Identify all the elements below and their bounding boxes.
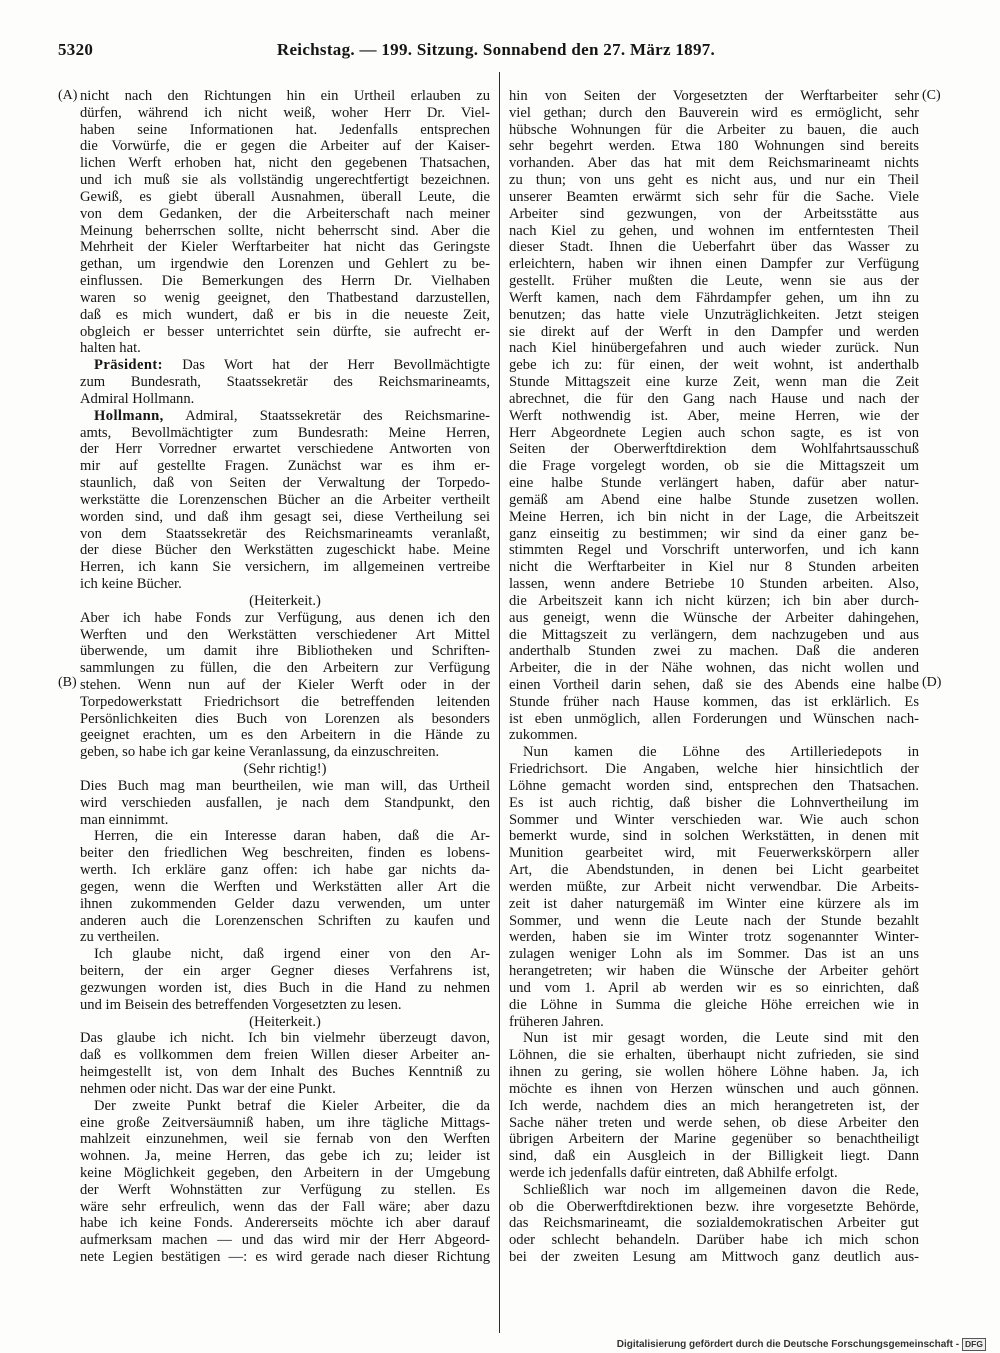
text-line: dieser Stadt. Ihnen die Ueberfahrt über das Wasser zu bbox=[509, 239, 919, 256]
text-line: werkstätte die Lorenzenschen Bücher an die Arbeiter vertheilt bbox=[80, 491, 490, 508]
text-line: Es ist auch richtig, daß bisher die Lohnvertheilung im bbox=[509, 794, 919, 811]
text-line: Art, die Abendstunden, in denen bei Licht gearbeitet bbox=[509, 862, 919, 879]
text-line: die Mittagszeit zu verlängern, dem nachzugeben und aus bbox=[509, 626, 919, 643]
text-line: die Frage vorgelegt worden, ob sie die Mittagszeit um bbox=[509, 458, 919, 475]
text-line: ganz einseitig zu bestimmen; wir sind da einer ganz be- bbox=[509, 525, 919, 542]
text-line: zu vertheilen. bbox=[80, 929, 160, 946]
text-line: bei der zweiten Lesung am Mittwoch ganz deutlich aus- bbox=[509, 1249, 919, 1266]
paragraph bbox=[80, 1030, 490, 1097]
text-line: Stunde Mittagszeit eine kurze Zeit, wenn man die Zeit bbox=[509, 374, 919, 391]
text-line: aus geneigt, wenn die Wünsche der Arbeiter dahingehen, bbox=[509, 609, 919, 626]
text-line: staunlich, daß von Seiten der Verwaltung der Torpedo- bbox=[80, 475, 490, 492]
text-line: die Arbeitszeit kann ich nicht kürzen; ich bin aber durch- bbox=[509, 592, 919, 609]
text-line: ob die Oberwerftdirektionen bezw. ihre vorgesetzte Behörde, bbox=[509, 1198, 919, 1215]
text-line: nach Kiel zu gehen, und wohnen im entferntesten Theil bbox=[509, 222, 919, 239]
text-line: lassen, wenn andere Betriebe 10 Stunden arbeiten. Also, bbox=[509, 576, 919, 593]
text-line: halten hat. bbox=[80, 340, 141, 357]
text-line: übrigen Arbeitern der Marine gegenüber so benachtheiligt bbox=[509, 1131, 919, 1148]
column-divider bbox=[499, 72, 500, 1333]
text-line: der Herr Vorredner erwartet verschiedene Antworten von bbox=[80, 441, 490, 458]
page-number: 5320 bbox=[58, 40, 94, 59]
text-line: zukommen. bbox=[509, 727, 578, 744]
text-line: früheren Jahren. bbox=[509, 1013, 604, 1030]
text-line: Ich glaube nicht, daß irgend einer von den Ar- bbox=[94, 946, 490, 963]
text-line: sie direkt auf der Werft in den Dampfer und werden bbox=[509, 323, 919, 340]
text-line: Meine Herren, ich bin nicht in der Lage, die Arbeitszeit bbox=[509, 508, 919, 525]
dfg-logo: DFG bbox=[962, 1338, 986, 1351]
text-line: gemäß am Abend eine halbe Stunde zusetzen wollen. bbox=[509, 491, 919, 508]
text-line: beiter den friedlichen Weg beschreiten, finden es lobens- bbox=[80, 845, 490, 862]
text-line: anderthalb Stunden zwei zu machen. Daß die anderen bbox=[509, 643, 919, 660]
text-line: und im Beisein des betreffenden Vorgesetzten zu lesen. bbox=[80, 996, 402, 1013]
text-line: haben seine Informationen hat. Jedenfalls entsprechen bbox=[80, 121, 490, 138]
text-line: waren so wenig geeignet, den Thatbestand darzustellen, bbox=[80, 289, 490, 306]
interjection bbox=[80, 1014, 490, 1031]
line-text: Das Wort hat der Herr Bevollmächtigte bbox=[182, 357, 490, 374]
text-line: Nun ist mir gesagt worden, die Leute sind mit den bbox=[523, 1030, 919, 1047]
margin-marker-d: (D) bbox=[922, 675, 942, 690]
text-line: gebe ich zu: für einen, der weit wohnt, ist anderthalb bbox=[509, 357, 919, 374]
text-line: einflussen. Die Bemerkungen des Herrn Dr. Vielhaben bbox=[80, 273, 490, 290]
interjection bbox=[80, 593, 490, 610]
text-line: Werft nothwendig ist. Aber, meine Herren, wie der bbox=[509, 407, 919, 424]
text-line: amts, Bevollmächtigter zum Bundesrath: Meine Herren, bbox=[80, 424, 490, 441]
text-line: werden, haben sie im Winter trotz sogenannter Winter- bbox=[509, 929, 919, 946]
text-line: Friedrichsort. Die Angaben, welche hier hinsichtlich der bbox=[509, 761, 919, 778]
text-line: eine halbe Stunde verlängert haben, dafür aber natur- bbox=[509, 475, 919, 492]
text-line: Gewiß, es giebt überall Ausnahmen, überall Leute, die bbox=[80, 188, 490, 205]
text-line: abrechnet, die für den Gang nach Hause und nach der bbox=[509, 390, 919, 407]
text-line: Dies Buch mag man beurtheilen, wie man will, das Urtheil bbox=[80, 777, 490, 794]
text-line: gezwungen worden ist, dies Buch in die Hand zu nehmen bbox=[80, 979, 490, 996]
text-line: Stunde früher nach Hause kommen, das ist erklärlich. Es bbox=[509, 693, 919, 710]
text-line: lichen Werft erhoben hat, nicht den gegebenen Thatsachen, bbox=[80, 155, 490, 172]
paragraph bbox=[509, 744, 919, 1030]
paragraph bbox=[509, 88, 919, 744]
text-line: ihnen zu gering, sie wollen höhere Löhne haben. Ja, ich bbox=[509, 1064, 919, 1081]
text-line: stimmten Regel und Vorschrift unterworfen, und ich kann bbox=[509, 542, 919, 559]
text-line: mir auf gestellte Fragen. Zunächst war es ihm er- bbox=[80, 458, 490, 475]
text-line: oder schlecht behandeln. Darüber habe ich mich schon bbox=[509, 1232, 919, 1249]
paragraph bbox=[80, 88, 490, 357]
speaker-name: Präsident: bbox=[94, 357, 163, 374]
text-line: sehr begehrt werden. Etwa 180 Wohnungen sind bereits bbox=[509, 138, 919, 155]
text-line: Arbeiter, die in der Nähe wohnen, das nicht wollen und bbox=[509, 660, 919, 677]
text-line: heimgestellt ist, von dem Inhalt des Buches Kenntniß zu bbox=[80, 1064, 490, 1081]
text-line: Herr Abgeordnete Legien auch schon sagte, es ist von bbox=[509, 424, 919, 441]
text-line: daß es vollkommen dem freien Willen dieser Arbeiter an- bbox=[80, 1047, 490, 1064]
text-line: möchte es ihnen von Herzen wünschen und auch gönnen. bbox=[509, 1080, 919, 1097]
text-line: einen Vortheil darin sehen, daß sie des Abends eine halbe bbox=[509, 676, 919, 693]
text-line: geeignet erachten, um es den Arbeitern in die Hände zu bbox=[80, 727, 490, 744]
text-line: nicht die Werftarbeiter in Kiel nur 8 Stunden arbeiten bbox=[509, 559, 919, 576]
text-line: werth. Ich erkläre ganz offen: ich habe gar nichts da- bbox=[80, 862, 490, 879]
text-line: wird verschieden ausfallen, je nach dem Standpunkt, den bbox=[80, 794, 490, 811]
left-column bbox=[80, 88, 490, 1266]
text-line: Der zweite Punkt betraf die Kieler Arbeiter, die da bbox=[94, 1097, 490, 1114]
text-line: benutzen; das hatte viele Unzuträglichkeiten. Jetzt steigen bbox=[509, 306, 919, 323]
text-line: eine große Zeitversäumniß haben, um ihre tägliche Mittags- bbox=[80, 1114, 490, 1131]
text-line: das Reichsmarineamt, die sozialdemokratischen Arbeiter gut bbox=[509, 1215, 919, 1232]
text-line: hübsche Wohnungen für die Arbeiter zu bauen, die auch bbox=[509, 121, 919, 138]
credit-text: Digitalisierung gefördert durch die Deutsche Forschungsgemeinschaft - bbox=[616, 1338, 960, 1350]
text-line: Herren, ich kann Sie versichern, im allgemeinen vertreibe bbox=[80, 559, 490, 576]
text-line: und ich muß sie als vollständig ungerechtfertigt bezeichnen. bbox=[80, 172, 490, 189]
speech-paragraph bbox=[80, 357, 490, 407]
text-line: dürfen, während ich nicht weiß, woher Herr Dr. Viel- bbox=[80, 104, 490, 121]
text-line: der diese Bücher den Werkstätten zugeschickt habe. Meine bbox=[80, 542, 490, 559]
text-line: Admiral Hollmann. bbox=[80, 390, 195, 407]
interjection bbox=[80, 761, 490, 778]
text-line: man einnimmt. bbox=[80, 811, 169, 828]
text-line: daß es mich wundert, daß er bis in die neueste Zeit, bbox=[80, 306, 490, 323]
text-line: Seiten der Oberwerftdirektion dem Wohlfahrtsausschuß bbox=[509, 441, 919, 458]
text-line: Löhne gemacht worden sind, entsprechen den Thatsachen. bbox=[509, 777, 919, 794]
text-line: Werft kamen, nach dem Fährdampfer gehen, um ihn zu bbox=[509, 289, 919, 306]
speaker-name: Hollmann, bbox=[94, 407, 164, 424]
text-line: Löhnen, die sie erhalten, überhaupt nicht zufrieden, sie sind bbox=[509, 1047, 919, 1064]
text-line: Aber ich habe Fonds zur Verfügung, aus denen ich den bbox=[80, 609, 490, 626]
text-line bbox=[80, 408, 490, 425]
margin-marker-a: (A) bbox=[58, 88, 78, 103]
text-line: von dem Gedanken, der die Arbeiterschaft nach meiner bbox=[80, 205, 490, 222]
text-line: gegen, wenn die Werften und Werkstätten aller Art die bbox=[80, 878, 490, 895]
paragraph bbox=[80, 946, 490, 1013]
line-text: Admiral, Staatssekretär des Reichsmarine- bbox=[185, 407, 490, 424]
text-line: (Heiterkeit.) bbox=[249, 1013, 321, 1030]
text-line: unserer Beamten erwärmt sich sehr für die Sache. Viele bbox=[509, 188, 919, 205]
text-line: werde ich jedenfalls dafür eintreten, daß Abhilfe erfolgt. bbox=[509, 1165, 838, 1181]
text-line: Werften und den Werkstätten verschiedener Art Mittel bbox=[80, 626, 490, 643]
right-column bbox=[509, 88, 919, 1266]
text-line: hin von Seiten der Vorgesetzten der Werftarbeiter sehr bbox=[509, 88, 919, 104]
paragraph bbox=[80, 828, 490, 946]
paragraph bbox=[509, 1182, 919, 1266]
text-line: Mehrheit der Kieler Werftarbeiter hat nicht das Geringste bbox=[80, 239, 490, 256]
text-line: geben, so habe ich gar keine Veranlassung, da einzuschreiten. bbox=[80, 744, 440, 761]
text-line: sind, daß ein Ausgleich in der Billigkeit liegt. Dann bbox=[509, 1148, 919, 1165]
text-line: mahlzeit einzunehmen, weil sie fernab von den Werften bbox=[80, 1131, 490, 1148]
text-line: nehmen oder nicht. Das war der eine Punkt. bbox=[80, 1080, 336, 1097]
speech-paragraph bbox=[80, 408, 490, 593]
text-line: Schließlich war noch im allgemeinen davon die Rede, bbox=[523, 1181, 919, 1198]
text-line: sammlungen zu füllen, die den Arbeitern zur Verfügung bbox=[80, 660, 490, 677]
text-line: nete Legien bestätigen —: es wird gerade nach dieser Richtung bbox=[80, 1249, 490, 1266]
text-line bbox=[80, 357, 490, 374]
text-line: Sache näher treten und werde sehen, ob diese Arbeiter den bbox=[509, 1114, 919, 1131]
text-line: ist eben unmöglich, allen Forderungen und Wünschen nach- bbox=[509, 710, 919, 727]
text-line: werden müßte, zur Arbeit nicht verwendbar. Die Arbeits- bbox=[509, 878, 919, 895]
text-line: der Werft Wohnstätten zur Verfügung zu stellen. Es bbox=[80, 1181, 490, 1198]
text-line: Arbeiter sind gezwungen, von der Arbeitsstätte aus bbox=[509, 205, 919, 222]
text-line: ihnen zukommenden Gelder dazu verwenden, um unter bbox=[80, 895, 490, 912]
text-line: stehen. Wenn nun auf der Kieler Werft oder in der bbox=[80, 676, 490, 693]
text-line: (Sehr richtig!) bbox=[243, 761, 327, 778]
text-line: Herren, die ein Interesse daran haben, daß die Ar- bbox=[94, 828, 490, 845]
paragraph bbox=[80, 778, 490, 828]
text-line: nicht nach den Richtungen hin ein Urtheil erlauben zu bbox=[80, 88, 490, 104]
running-title: Reichstag. — 199. Sitzung. Sonnabend den 27. März 1897. bbox=[276, 40, 716, 59]
paragraph bbox=[80, 610, 490, 761]
text-line: Das glaube ich nicht. Ich bin vielmehr überzeugt davon, bbox=[80, 1030, 490, 1047]
text-line: Persönlichkeiten dies Buch von Lorenzen als besonders bbox=[80, 710, 490, 727]
text-line: obgleich er besser unterrichtet sein dürfte, sie aufrecht er- bbox=[80, 323, 490, 340]
text-line: aufmerksam machen — und das wird mir der Herr Abgeord- bbox=[80, 1232, 490, 1249]
text-line: die Vorwürfe, die er gegen die Arbeiter auf der Kaiser- bbox=[80, 138, 490, 155]
text-line: anderen auch die Lorenzenschen Schriften zu kaufen und bbox=[80, 912, 490, 929]
text-line: wohnen. Ja, meine Herren, das gebe ich zu; leider ist bbox=[80, 1148, 490, 1165]
text-line: Munition gearbeitet wird, mit Feuerwerkskörpern aller bbox=[509, 845, 919, 862]
margin-marker-b: (B) bbox=[58, 675, 77, 690]
text-line: ich keine Bücher. bbox=[80, 576, 182, 593]
text-line: wäre sehr erfreulich, wenn das der Fall wäre; aber dazu bbox=[80, 1198, 490, 1215]
text-line: Sommer und Winter verschieden war. Wie auch schon bbox=[509, 811, 919, 828]
text-line: (Heiterkeit.) bbox=[249, 592, 321, 609]
text-line: überwende, um damit ihre Bibliotheken und Schriften- bbox=[80, 643, 490, 660]
text-line: beitern, der ein arger Gegner dieses Verfahrens ist, bbox=[80, 963, 490, 980]
text-line: erleichtern, haben wir ihnen einen Dampfer zur Verfügung bbox=[509, 256, 919, 273]
text-line: bemerkt wurde, sind in solchen Werkstätten, in denen mit bbox=[509, 828, 919, 845]
text-line: keine Möglichkeit gegeben, den Arbeitern in der Umgebung bbox=[80, 1165, 490, 1181]
text-line: Torpedowerkstatt Friedrichsort die betreffenden leitenden bbox=[80, 693, 490, 710]
digitization-credit bbox=[617, 1337, 986, 1351]
paragraph bbox=[80, 1098, 490, 1266]
text-line: vorhanden. Aber das hat mit dem Reichsmarineamt nichts bbox=[509, 155, 919, 172]
margin-marker-c: (C) bbox=[922, 88, 941, 103]
text-line: zum Bundesrath, Staatssekretär des Reichsmarineamts, bbox=[80, 374, 490, 391]
text-line: worden sind, und daß ihm gesagt sei, diese Vertheilung sei bbox=[80, 508, 490, 525]
text-line: zeit ist daher naturgemäß im Winter eine kürzere als im bbox=[509, 895, 919, 912]
text-line: Nun kamen die Löhne des Artilleriedepots in bbox=[523, 744, 919, 761]
text-line: Sommer, und wenn die Leute nach der Stunde bezahlt bbox=[509, 912, 919, 929]
text-line: zu thun; von uns geht es nicht aus, und nur ein Theil bbox=[509, 172, 919, 189]
text-line: gethan, um irgendwie den Lorenzen und Gehlert zu be- bbox=[80, 256, 490, 273]
text-line: und vom 1. April ab werden wir es so einrichten, daß bbox=[509, 979, 919, 996]
text-line: Meinung beherrschen sollte, nicht beherrscht sind. Aber die bbox=[80, 222, 490, 239]
text-line: zulagen weniger Lohn als im Sommer. Das ist an uns bbox=[509, 946, 919, 963]
text-line: habe ich keine Fonds. Andererseits möchte ich aber darauf bbox=[80, 1215, 490, 1232]
text-line: von dem Staatssekretär des Reichsmarineamts veranlaßt, bbox=[80, 525, 490, 542]
text-line: herangetreten; wir haben die Wünsche der Arbeiter gehört bbox=[509, 963, 919, 980]
text-line: Ich werde, nachdem dies an mich herangetreten ist, der bbox=[509, 1097, 919, 1114]
paragraph bbox=[509, 1030, 919, 1181]
text-line: gestellt. Früher mußten die Leute, wenn sie aus der bbox=[509, 273, 919, 290]
text-line: viel gethan; durch den Bauverein wird es ermöglicht, sehr bbox=[509, 104, 919, 121]
text-line: nach Kiel hinübergefahren und auch wieder zurück. Nun bbox=[509, 340, 919, 357]
text-line: die Löhne in Summa die gleiche Höhe erreichen wie in bbox=[509, 996, 919, 1013]
